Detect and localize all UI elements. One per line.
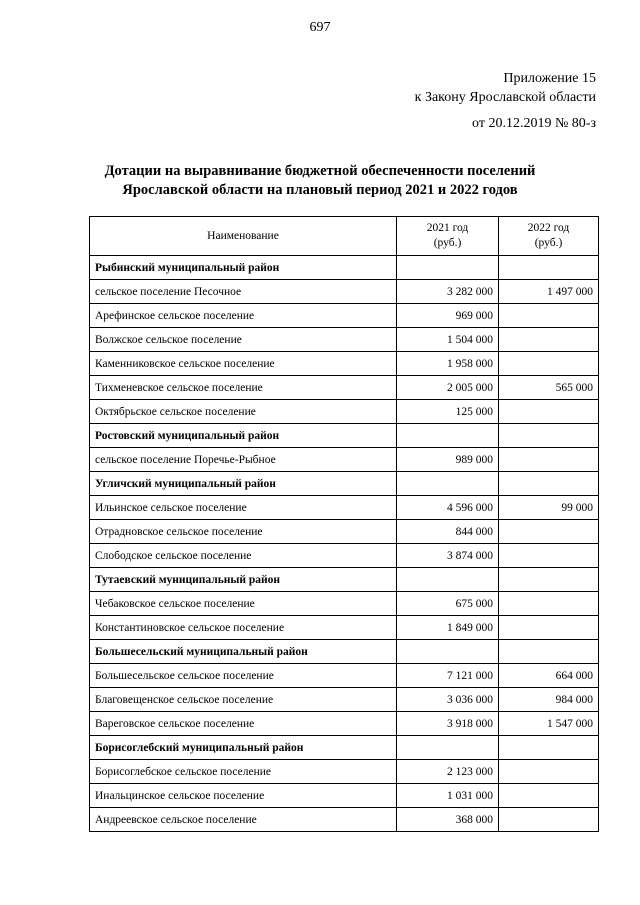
cell-2022: 99 000	[499, 496, 599, 520]
cell-2022	[499, 640, 599, 664]
cell-name: Слободское сельское поселение	[90, 544, 397, 568]
cell-2022	[499, 352, 599, 376]
table-row	[90, 688, 599, 712]
cell-name: Ростовский муниципальный район	[90, 424, 397, 448]
cell-2021	[397, 736, 499, 760]
district-row	[90, 256, 599, 280]
cell-2022	[499, 520, 599, 544]
cell-2021: 3 036 000	[397, 688, 499, 712]
cell-2021	[397, 424, 499, 448]
cell-2022	[499, 472, 599, 496]
district-row	[90, 472, 599, 496]
cell-name: Благовещенское сельское поселение	[90, 688, 397, 712]
cell-2021: 7 121 000	[397, 664, 499, 688]
cell-name: сельское поселение Поречье-Рыбное	[90, 448, 397, 472]
district-row	[90, 736, 599, 760]
cell-2021: 1 031 000	[397, 784, 499, 808]
cell-2022	[499, 400, 599, 424]
table-row	[90, 448, 599, 472]
district-row	[90, 568, 599, 592]
cell-name: Андреевское сельское поселение	[90, 808, 397, 832]
cell-2021	[397, 256, 499, 280]
cell-2021: 1 849 000	[397, 616, 499, 640]
cell-2022	[499, 544, 599, 568]
cell-2021: 2 005 000	[397, 376, 499, 400]
cell-2021	[397, 472, 499, 496]
table-row	[90, 544, 599, 568]
cell-2021: 4 596 000	[397, 496, 499, 520]
cell-2022	[499, 736, 599, 760]
document-title	[60, 162, 580, 200]
cell-name: Вареговское сельское поселение	[90, 712, 397, 736]
table-row	[90, 328, 599, 352]
cell-2021: 989 000	[397, 448, 499, 472]
header-name: Наименование	[90, 217, 397, 256]
cell-2022	[499, 304, 599, 328]
cell-2022	[499, 616, 599, 640]
cell-name: Константиновское сельское поселение	[90, 616, 397, 640]
cell-2021: 368 000	[397, 808, 499, 832]
appendix-law-line: к Закону Ярославской области	[414, 90, 596, 105]
cell-2022	[499, 448, 599, 472]
cell-2022: 565 000	[499, 376, 599, 400]
cell-2021: 3 282 000	[397, 280, 499, 304]
header-2022-year: 2022 год	[527, 222, 570, 234]
table-row	[90, 352, 599, 376]
appendix-header	[415, 69, 596, 133]
cell-2022: 984 000	[499, 688, 599, 712]
appendix-date-line: от 20.12.2019 № 80-з	[472, 116, 596, 131]
cell-name: Ильинское сельское поселение	[90, 496, 397, 520]
table-row	[90, 616, 599, 640]
cell-2021: 1 504 000	[397, 328, 499, 352]
table-row	[90, 400, 599, 424]
cell-name: Инальцинское сельское поселение	[90, 784, 397, 808]
header-2022-unit: (руб.)	[534, 237, 563, 249]
cell-2021: 969 000	[397, 304, 499, 328]
cell-2021: 2 123 000	[397, 760, 499, 784]
cell-2022	[499, 592, 599, 616]
cell-name: Волжское сельское поселение	[90, 328, 397, 352]
table-header-row	[90, 217, 599, 256]
cell-2022	[499, 760, 599, 784]
header-2021-unit: (руб.)	[433, 237, 462, 249]
cell-name: Чебаковское сельское поселение	[90, 592, 397, 616]
table-row	[90, 712, 599, 736]
title-line-1: Дотации на выравнивание бюджетной обеспеченности поселений	[104, 163, 536, 179]
cell-name: Большесельский муниципальный район	[90, 640, 397, 664]
cell-2021: 3 874 000	[397, 544, 499, 568]
title-line-2: Ярославской области на плановый период 2021 и 2022 годов	[122, 182, 518, 198]
cell-2022	[499, 784, 599, 808]
table-row	[90, 592, 599, 616]
cell-2021	[397, 568, 499, 592]
table-row	[90, 376, 599, 400]
cell-2022: 1 547 000	[499, 712, 599, 736]
district-row	[90, 424, 599, 448]
cell-2021: 675 000	[397, 592, 499, 616]
cell-2022	[499, 568, 599, 592]
cell-2022: 664 000	[499, 664, 599, 688]
table-row	[90, 664, 599, 688]
table-row	[90, 760, 599, 784]
cell-name: Угличский муниципальный район	[90, 472, 397, 496]
cell-2021	[397, 640, 499, 664]
cell-2022	[499, 424, 599, 448]
cell-2022: 1 497 000	[499, 280, 599, 304]
cell-name: Арефинское сельское поселение	[90, 304, 397, 328]
cell-2022	[499, 328, 599, 352]
page-number: 697	[309, 20, 331, 35]
cell-2022	[499, 256, 599, 280]
cell-name: Борисоглебское сельское поселение	[90, 760, 397, 784]
cell-2022	[499, 808, 599, 832]
cell-name: Отрадновское сельское поселение	[90, 520, 397, 544]
cell-name: Борисоглебский муниципальный район	[90, 736, 397, 760]
cell-name: сельское поселение Песочное	[90, 280, 397, 304]
cell-name: Каменниковское сельское поселение	[90, 352, 397, 376]
table-row	[90, 496, 599, 520]
header-2021-year: 2021 год	[426, 222, 469, 234]
table-row	[90, 280, 599, 304]
table-row	[90, 784, 599, 808]
cell-2021: 1 958 000	[397, 352, 499, 376]
cell-name: Тутаевский муниципальный район	[90, 568, 397, 592]
table-row	[90, 304, 599, 328]
table-row	[90, 808, 599, 832]
cell-name: Октябрьское сельское поселение	[90, 400, 397, 424]
table-row	[90, 520, 599, 544]
cell-name: Тихменевское сельское поселение	[90, 376, 397, 400]
cell-2021: 3 918 000	[397, 712, 499, 736]
cell-2021: 844 000	[397, 520, 499, 544]
subsidies-table	[89, 216, 599, 832]
district-row	[90, 640, 599, 664]
header-2022	[499, 217, 599, 256]
cell-2021: 125 000	[397, 400, 499, 424]
appendix-line: Приложение 15	[503, 71, 596, 86]
table-body	[90, 256, 599, 832]
cell-name: Большесельское сельское поселение	[90, 664, 397, 688]
cell-name: Рыбинский муниципальный район	[90, 256, 397, 280]
header-2021	[397, 217, 499, 256]
